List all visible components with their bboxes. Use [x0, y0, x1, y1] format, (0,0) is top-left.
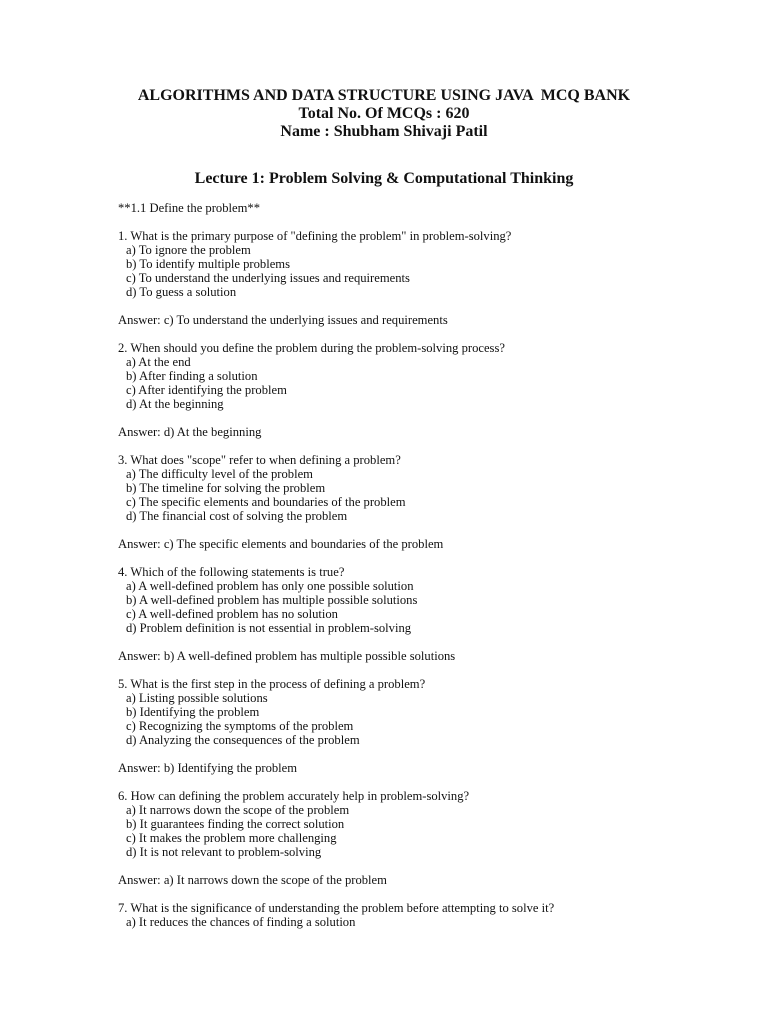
question-list: [118, 201, 748, 929]
document-header: [0, 87, 768, 141]
option-a: a) To ignore the problem: [126, 243, 251, 257]
question-block: [118, 565, 748, 677]
option-c: c) Recognizing the symptoms of the problem: [126, 719, 354, 733]
question-text: 4. Which of the following statements is true?: [118, 565, 345, 579]
option-a: a) A well-defined problem has only one possible solution: [126, 579, 414, 593]
question-block: [118, 789, 748, 901]
answer-text: Answer: d) At the beginning: [118, 425, 262, 439]
option-b: b) It guarantees finding the correct solution: [126, 817, 345, 831]
question-text: 6. How can defining the problem accurately help in problem-solving?: [118, 789, 470, 803]
option-d: d) Problem definition is not essential in problem-solving: [126, 621, 412, 635]
question-text: 2. When should you define the problem during the problem-solving process?: [118, 341, 505, 355]
question-block: [118, 677, 748, 789]
option-a: a) The difficulty level of the problem: [126, 467, 313, 481]
answer-text: Answer: a) It narrows down the scope of the problem: [118, 873, 387, 887]
question-block: [118, 341, 748, 453]
question-block: [118, 229, 748, 341]
question-text: 7. What is the significance of understanding the problem before attempting to solve it?: [118, 901, 555, 915]
option-b: b) The timeline for solving the problem: [126, 481, 326, 495]
option-a: a) At the end: [126, 355, 191, 369]
section-heading: **1.1 Define the problem**: [118, 201, 260, 215]
option-a: a) Listing possible solutions: [126, 691, 268, 705]
option-b: b) After finding a solution: [126, 369, 258, 383]
option-c: c) The specific elements and boundaries of the problem: [126, 495, 406, 509]
lecture-title: Lecture 1: Problem Solving & Computational Thinking: [194, 170, 574, 187]
option-d: d) At the beginning: [126, 397, 224, 411]
answer-text: Answer: b) A well-defined problem has multiple possible solutions: [118, 649, 456, 663]
document-title: ALGORITHMS AND DATA STRUCTURE USING JAVA MCQ BANK: [137, 87, 631, 104]
author-name: Name : Shubham Shivaji Patil: [280, 123, 488, 140]
answer-text: Answer: c) The specific elements and boundaries of the problem: [118, 537, 444, 551]
question-block: [118, 453, 748, 565]
option-d: d) To guess a solution: [126, 285, 237, 299]
answer-text: Answer: b) Identifying the problem: [118, 761, 298, 775]
option-c: c) After identifying the problem: [126, 383, 287, 397]
question-text: 1. What is the primary purpose of "defining the problem" in problem-solving?: [118, 229, 512, 243]
question-block: [118, 901, 748, 929]
option-b: b) To identify multiple problems: [126, 257, 290, 271]
question-text: 3. What does "scope" refer to when defining a problem?: [118, 453, 401, 467]
option-c: c) To understand the underlying issues and requirements: [126, 271, 410, 285]
total-mcqs: Total No. Of MCQs : 620: [298, 105, 470, 122]
question-text: 5. What is the first step in the process of defining a problem?: [118, 677, 426, 691]
option-d: d) The financial cost of solving the problem: [126, 509, 348, 523]
option-d: d) It is not relevant to problem-solving: [126, 845, 322, 859]
option-b: b) A well-defined problem has multiple possible solutions: [126, 593, 418, 607]
option-c: c) A well-defined problem has no solution: [126, 607, 338, 621]
option-a: a) It reduces the chances of finding a solution: [126, 915, 356, 929]
option-d: d) Analyzing the consequences of the problem: [126, 733, 360, 747]
option-a: a) It narrows down the scope of the problem: [126, 803, 350, 817]
option-b: b) Identifying the problem: [126, 705, 260, 719]
answer-text: Answer: c) To understand the underlying issues and requirements: [118, 313, 448, 327]
option-c: c) It makes the problem more challenging: [126, 831, 337, 845]
